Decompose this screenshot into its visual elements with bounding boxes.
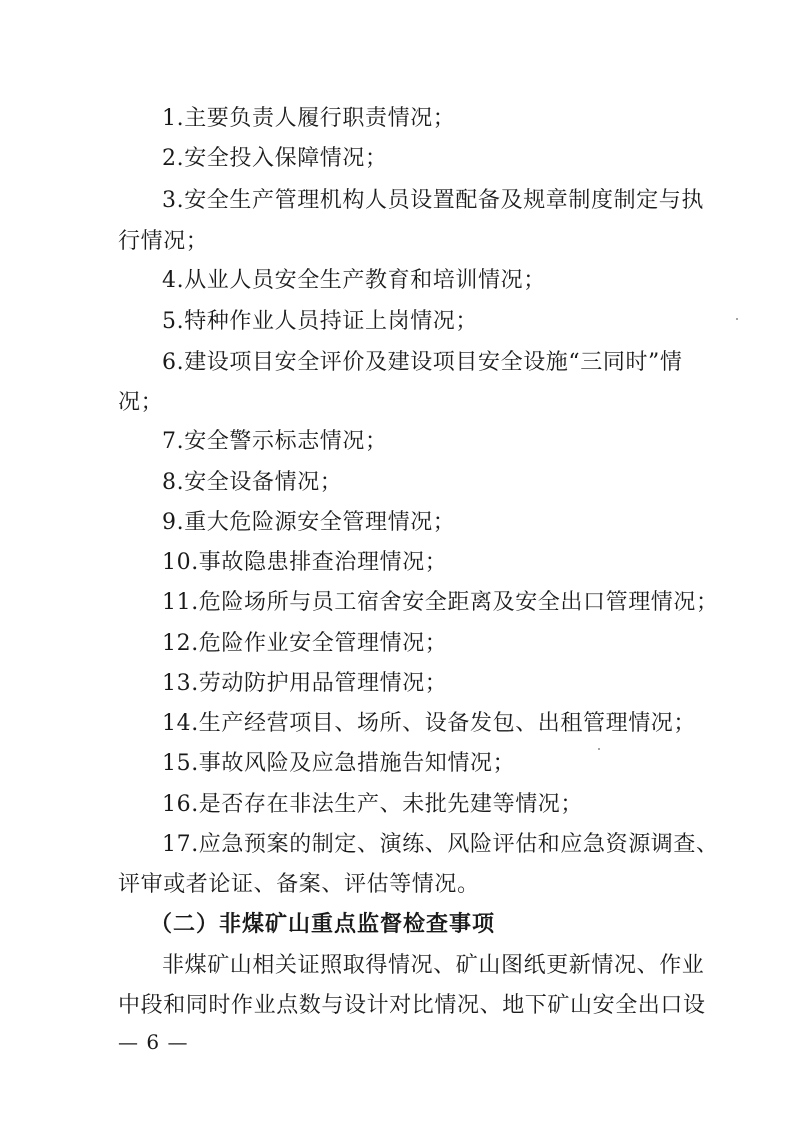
list-item: 13.劳动防护用品管理情况； <box>162 671 448 696</box>
list-item: 6.建设项目安全评价及建设项目安全设施“三同时”情 <box>162 350 683 375</box>
list-item: 3.安全生产管理机构人员设置配备及规章制度制定与执 <box>162 188 704 213</box>
list-item: 14.生产经营项目、场所、设备发包、出租管理情况； <box>162 711 696 736</box>
scan-speck <box>736 318 738 320</box>
list-item-continuation: 行情况； <box>118 229 209 254</box>
paragraph-line: 非煤矿山相关证照取得情况、矿山图纸更新情况、作业 <box>162 953 705 978</box>
list-item: 12.危险作业安全管理情况； <box>162 631 448 656</box>
list-item: 8.安全设备情况； <box>162 470 343 495</box>
list-item: 15.事故风险及应急措施告知情况； <box>162 751 516 776</box>
list-item: 4.从业人员安全生产教育和培训情况； <box>162 268 546 293</box>
section-heading: （二）非煤矿山重点监督检查事项 <box>150 912 496 937</box>
list-item: 7.安全警示标志情况； <box>162 429 388 454</box>
list-item: 1.主要负责人履行职责情况； <box>162 106 456 131</box>
list-item: 10.事故隐患排查治理情况； <box>162 550 448 575</box>
list-item: 16.是否存在非法生产、未批先建等情况； <box>162 792 583 817</box>
list-item: 2.安全投入保障情况； <box>162 146 388 171</box>
list-item: 17.应急预案的制定、演练、风险评估和应急资源调查、 <box>162 832 719 857</box>
list-item-continuation: 况； <box>118 390 164 415</box>
scan-speck <box>598 748 600 750</box>
page-number: — 6 — <box>118 1030 189 1054</box>
paragraph-line: 中段和同时作业点数与设计对比情况、地下矿山安全出口设 <box>118 993 706 1018</box>
list-item: 5.特种作业人员持证上岗情况； <box>162 309 478 334</box>
list-item: 11.危险场所与员工宿舍安全距离及安全出口管理情况； <box>162 590 719 615</box>
list-item: 9.重大危险源安全管理情况； <box>162 510 456 535</box>
list-item-continuation: 评审或者论证、备案、评估等情况。 <box>118 872 480 897</box>
